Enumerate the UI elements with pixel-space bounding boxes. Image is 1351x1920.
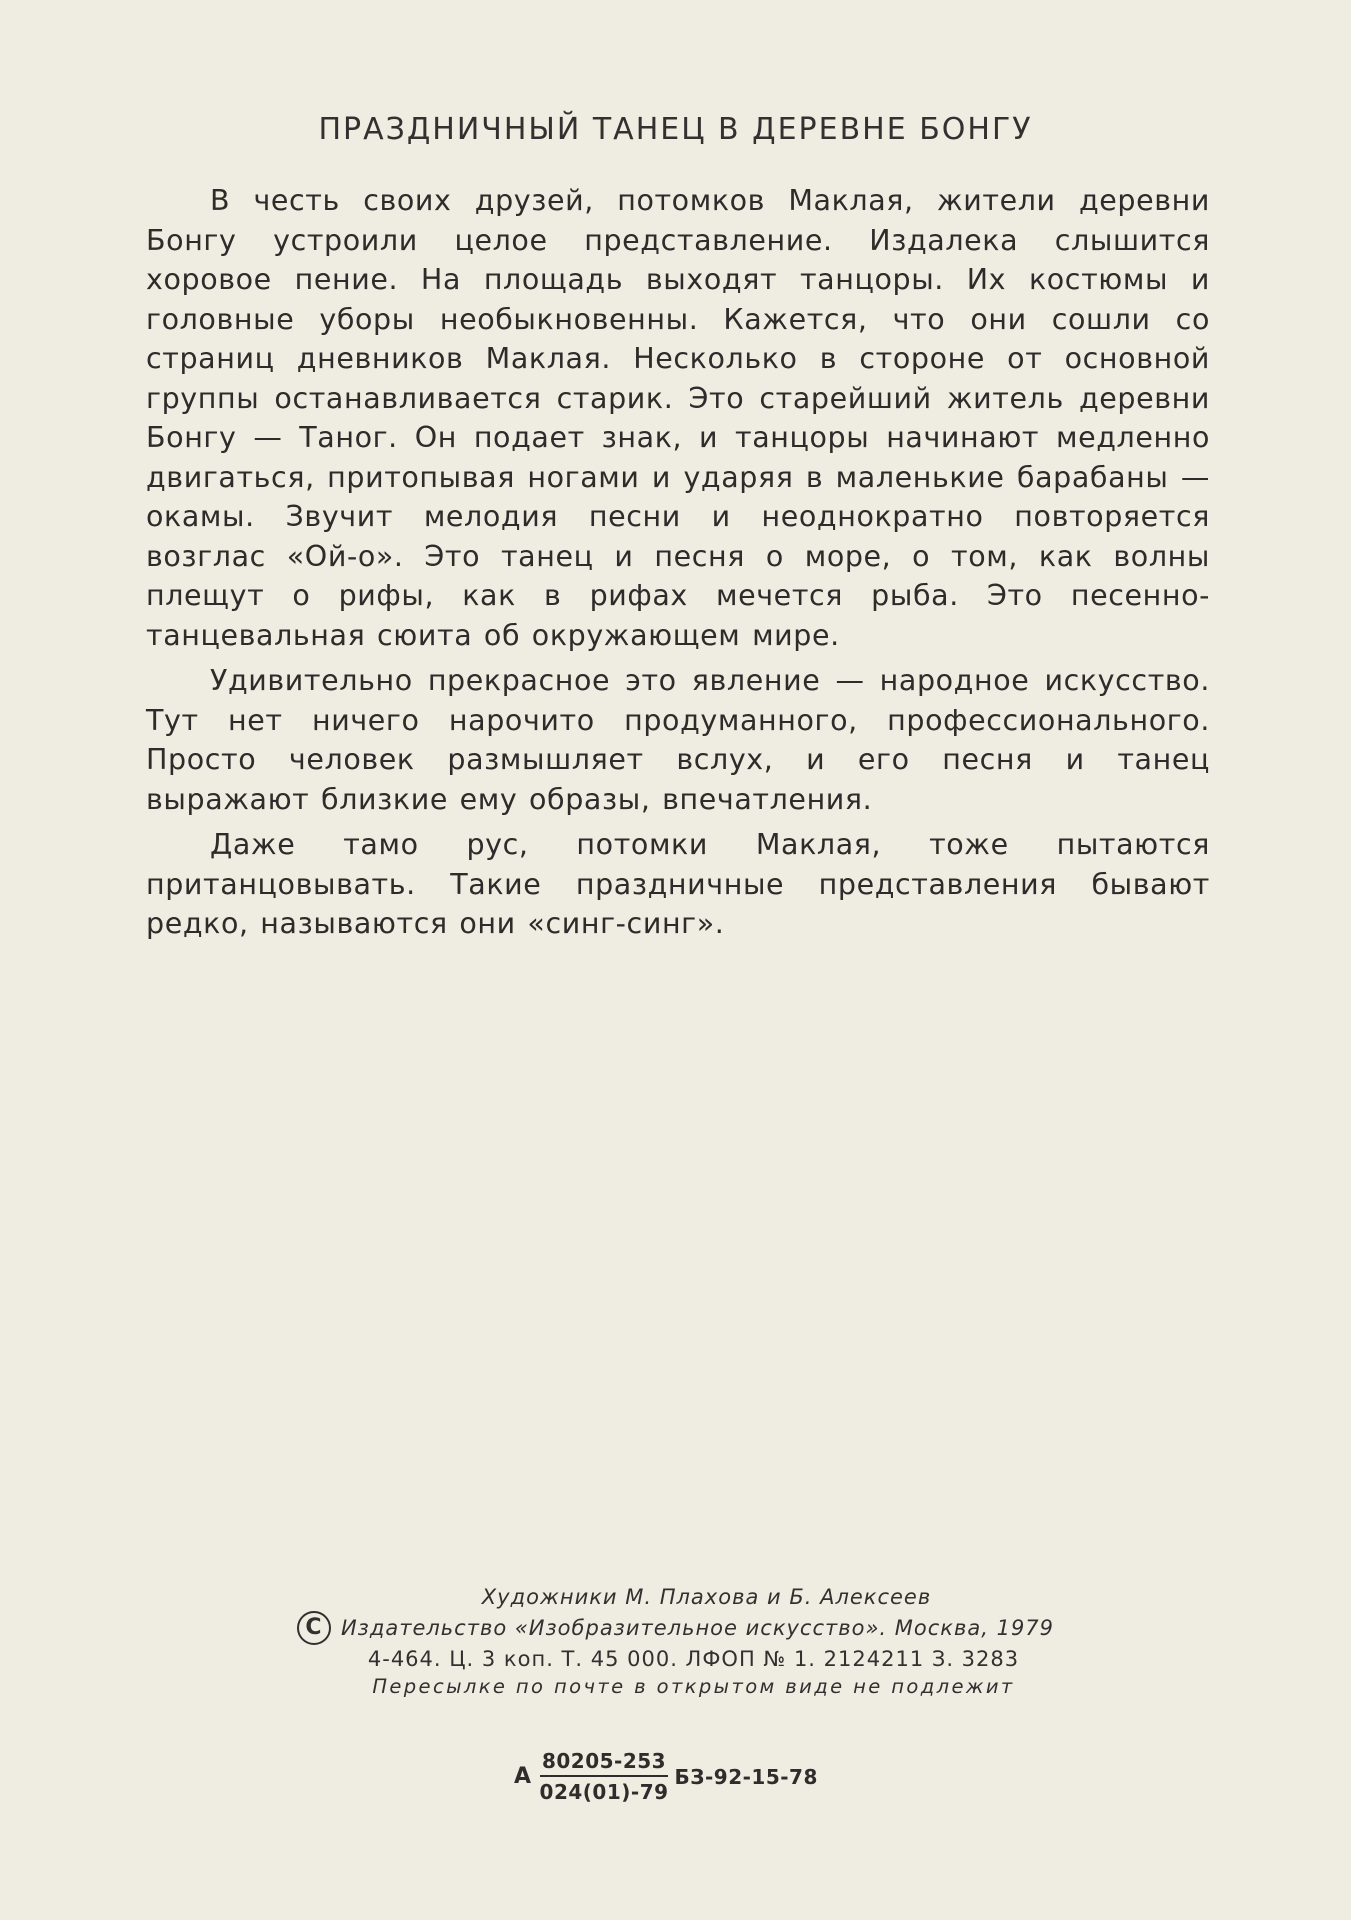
paragraph-3: Даже тамо рус, потомки Маклая, тоже пытаются пританцовывать. Такие праздничные представления бывают редко, называются они «синг-синг». [146,828,1210,940]
paragraph-2: Удивительно прекрасное это явление — народное искусство. Тут нет ничего нарочито продуманного, профессионального. Просто человек размышляет вслух, и его песня и танец выражают близкие ему образы, впечатления. [146,664,1210,816]
copyright-icon: C [297,1611,331,1645]
print-info: 4-464. Ц. 3 коп. Т. 45 000. ЛФОП № 1. 2124211 З. 3283 [367,1647,1020,1671]
page-title: ПРАЗДНИЧНЫЙ ТАНЕЦ В ДЕРЕВНЕ БОНГУ [318,112,1033,147]
publisher-line [0,1611,1351,1645]
index-fraction [538,1749,671,1804]
index-numerator: 80205-253 [540,1749,668,1777]
mail-note: Пересылке по почте в открытом виде не подлежит [372,1675,1015,1698]
index-code: БЗ-92-15-78 [674,1764,818,1789]
artists-credit: Художники М. Плахова и Б. Алексеев [481,1585,932,1609]
publisher-credit: Издательство «Изобразительное искусство». Москва, 1979 [340,1616,1055,1640]
catalog-index [514,1749,818,1804]
index-letter: А [514,1764,532,1789]
paragraph-1: В честь своих друзей, потомков Маклая, жители деревни Бонгу устроили целое представление. Издалека слышится хоровое пение. На площадь выходят танцоры. Их костюмы и головные уборы необыкновенны. Кажется, что они сошли со страниц дневников Маклая. Несколько в стороне от основной группы останавливается старик. Это старейший житель деревни Бонгу — Таног. Он подает знак, и танцоры начинают медленно двигаться, притопывая ногами и ударяя в маленькие барабаны — окамы. Звучит мелодия песни и неоднократно повторяется возглас «Ой-о». Это танец и песня о море, о том, как волны плещут о рифы, как в рифах мечется рыба. Это песенно-танцевальная сюита об окружающем мире. [146,184,1210,652]
article-body [146,181,1210,950]
index-denominator: 024(01)-79 [539,1780,669,1804]
imprint-block [0,1583,1351,1701]
